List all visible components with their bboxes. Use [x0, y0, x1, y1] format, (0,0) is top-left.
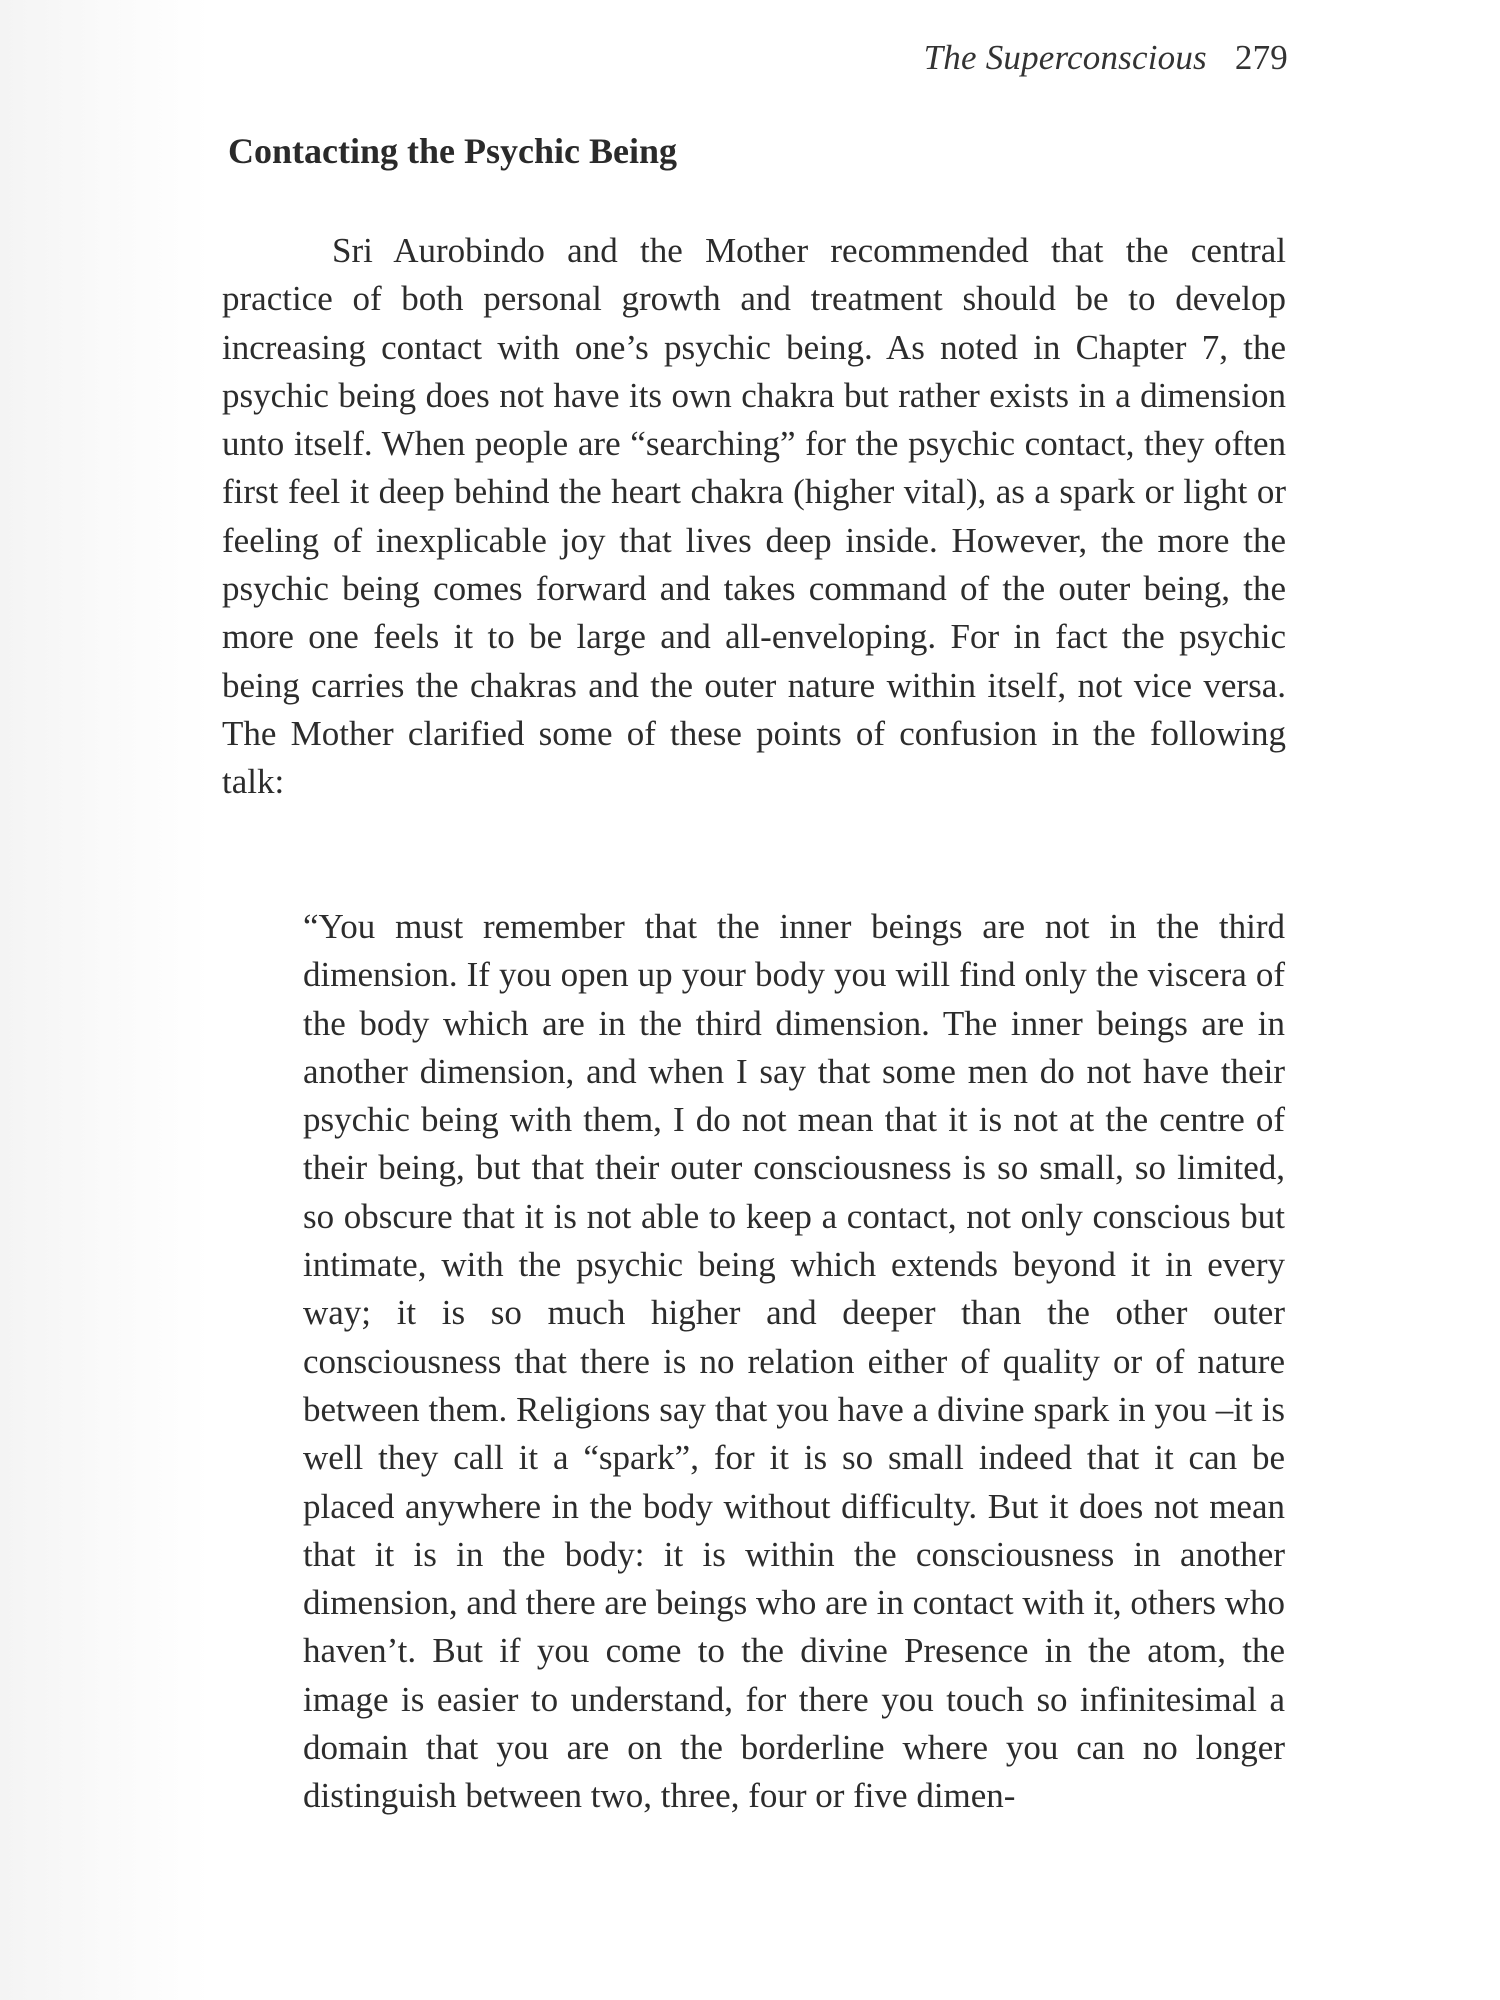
section-heading: Contacting the Psychic Being	[228, 131, 677, 171]
page-binding-shadow	[0, 0, 210, 2000]
running-head	[924, 38, 1288, 78]
running-head-title: The Superconscious	[923, 38, 1207, 77]
page-number: 279	[1234, 38, 1288, 77]
body-paragraph: Sri Aurobindo and the Mother recommended that the central practice of both personal growth and treatment should be to develop increasing contact with one’s psychic being. As noted in Chapter 7, the psychic being does not have its own chakra but rather exists in a dimension unto itself. When people are “searching” for the psychic contact, they often first feel it deep behind the heart chakra (higher vital), as a spark or light or feeling of inexplicable joy that lives deep inside. However, the more the psychic being comes forward and takes command of the outer being, the more one feels it to be large and all-enveloping. For in fact the psychic being carries the chakras and the outer nature within itself, not vice versa. The Mother clarified some of these points of confusion in the following talk:	[222, 231, 1286, 802]
block-quote: “You must remember that the inner beings are not in the third dimension. If you open up your body you will find only the viscera of the body which are in the third dimension. The inner beings are in another dimension, and when I say that some men do not have their psychic being with them, I do not mean that it is not at the centre of their being, but that their outer consciousness is so small, so limited, so obscure that it is not able to keep a contact, not only conscious but intimate, with the psychic being which extends beyond it in every way; it is so much higher and deeper than the other outer consciousness that there is no relation either of quality or of nature between them. Religions say that you have a divine spark in you –it is well they call it a “spark”, for it is so small indeed that it can be placed anywhere in the body without difficulty. But it does not mean that it is in the body: it is within the consciousness in another dimension, and there are beings who are in contact with it, others who haven’t. But if you come to the divine Presence in the atom, the image is easier to understand, for there you touch so infinitesimal a domain that you are on the borderline where you can no longer distinguish between two, three, four or five dimen-	[303, 907, 1285, 1816]
